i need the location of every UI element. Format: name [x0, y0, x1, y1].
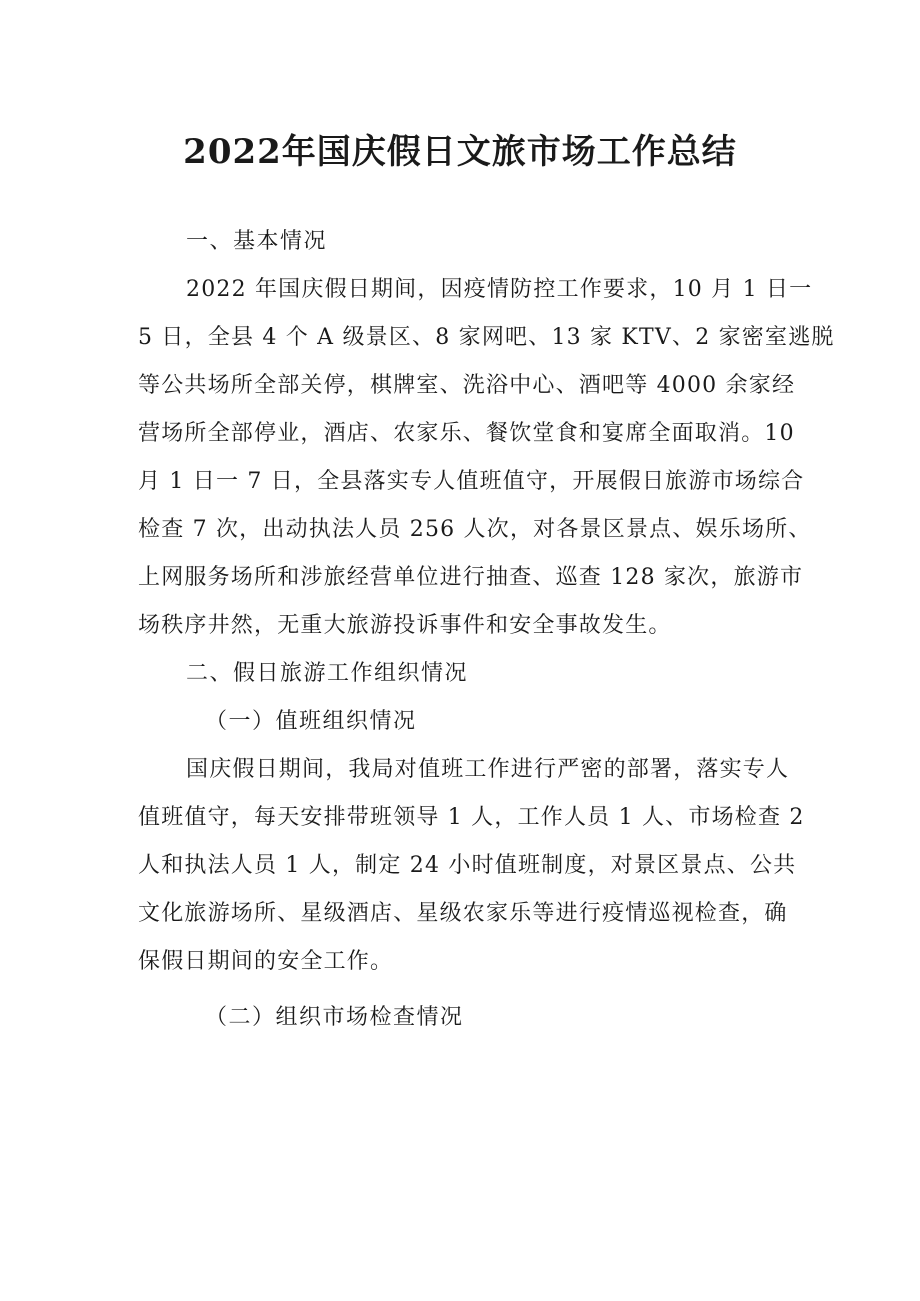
paragraph-line: 检查 7 次，出动执法人员 256 人次，对各景区景点、娱乐场所、: [138, 517, 812, 542]
paragraph-line: 场秩序井然，无重大旅游投诉事件和安全事故发生。: [138, 613, 672, 638]
paragraph-line: 等公共场所全部关停，棋牌室、洗浴中心、酒吧等 4000 余家经: [138, 373, 796, 398]
section-heading-holiday-organization: 二、假日旅游工作组织情况: [186, 661, 469, 686]
paragraph-line: 5 日，全县 4 个 A 级景区、8 家网吧、13 家 KTV、2 家密室逃脱: [138, 325, 835, 350]
paragraph-line: 国庆假日期间，我局对值班工作进行严密的部署，落实专人: [186, 757, 790, 782]
paragraph-line: 文化旅游场所、星级酒店、星级农家乐等进行疫情巡视检查，确: [138, 901, 788, 926]
document-title: 2022年国庆假日文旅市场工作总结: [183, 132, 737, 172]
paragraph-line: 保假日期间的安全工作。: [138, 949, 394, 974]
paragraph-line: 人和执法人员 1 人，制定 24 小时值班制度，对景区景点、公共: [138, 853, 797, 878]
paragraph-line: 营场所全部停业，酒店、农家乐、餐饮堂食和宴席全面取消。10: [138, 421, 795, 446]
paragraph-line: 月 1 日一 7 日，全县落实专人值班值守，开展假日旅游市场综合: [138, 469, 805, 494]
paragraph-line: 上网服务场所和涉旅经营单位进行抽查、巡查 128 家次，旅游市: [138, 565, 804, 590]
subsection-heading-duty: （一）值班组织情况: [205, 709, 417, 734]
subsection-heading-market-inspection: （二）组织市场检查情况: [205, 1005, 464, 1030]
paragraph-line: 2022 年国庆假日期间，因疫情防控工作要求，10 月 1 日一: [186, 277, 813, 302]
paragraph-line: 值班值守，每天安排带班领导 1 人，工作人员 1 人、市场检查 2: [138, 805, 805, 830]
section-heading-basic-situation: 一、基本情况: [186, 229, 328, 254]
